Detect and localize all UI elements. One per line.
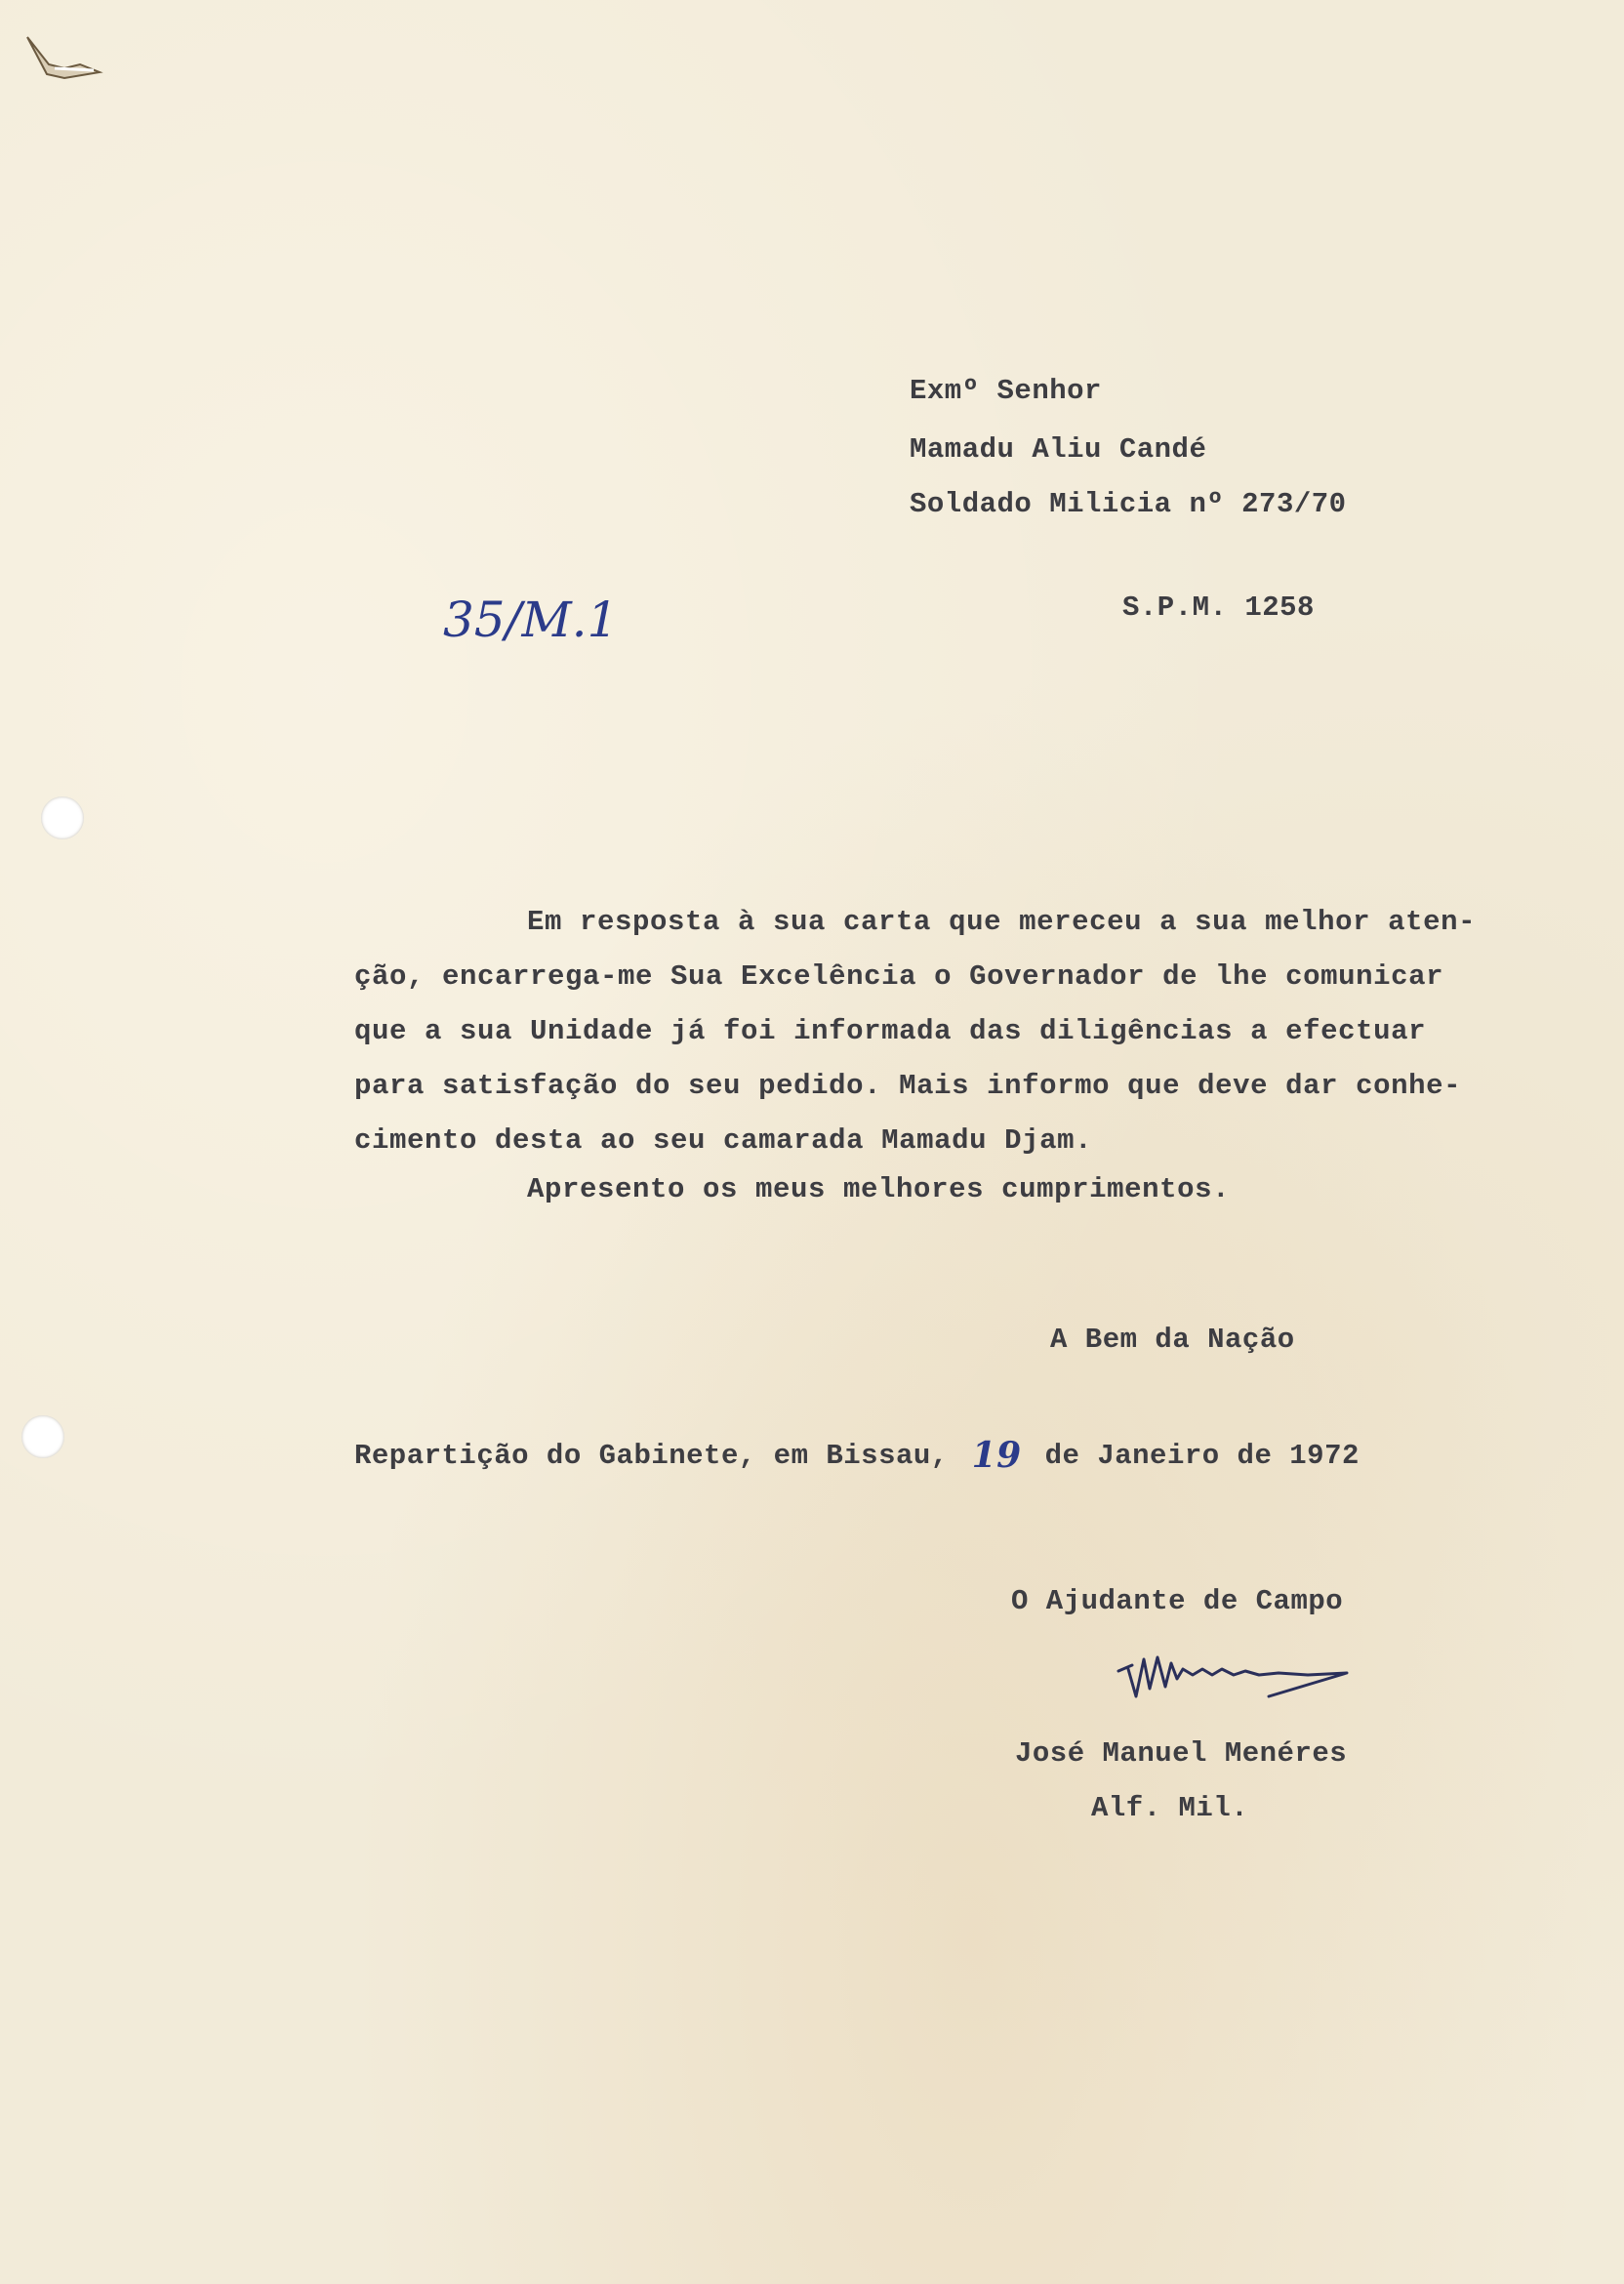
place-date-line [354,1431,1360,1476]
recipient-salutation: Exmº Senhor [910,375,1102,407]
signature-scribble [1113,1640,1357,1718]
punch-hole-lower [21,1415,64,1458]
place-date-suffix: de Janeiro de 1972 [1044,1440,1360,1472]
body-line-5: cimento desta ao seu camarada Mamadu Djam. [354,1124,1093,1157]
handwritten-reference: 35/M.1 [443,591,619,648]
body-line-1: Em resposta à sua carta que mereceu a sua melhor aten- [527,906,1477,938]
signatory-title: O Ajudante de Campo [1011,1585,1344,1617]
torn-corner-mark [25,35,113,84]
body-line-3: que a sua Unidade já foi informada das diligências a efectuar [354,1015,1427,1047]
signatory-rank: Alf. Mil. [1091,1792,1249,1824]
body-line-4: para satisfação do seu pedido. Mais informo que deve dar conhe- [354,1070,1462,1102]
recipient-name: Mamadu Aliu Candé [910,433,1207,466]
signatory-name: José Manuel Menéres [1015,1737,1348,1770]
place-date-prefix: Repartição do Gabinete, em Bissau, [354,1440,949,1472]
recipient-rank: Soldado Milicia nº 273/70 [910,488,1347,520]
body-line-2: ção, encarrega-me Sua Excelência o Governador de lhe comunicar [354,960,1444,993]
motto: A Bem da Nação [1050,1324,1295,1356]
recipient-spm: S.P.M. 1258 [1122,591,1315,624]
body-closing: Apresento os meus melhores cumprimentos. [527,1173,1231,1205]
punch-hole-upper [41,796,84,839]
handwritten-day: 19 [971,1435,1022,1476]
